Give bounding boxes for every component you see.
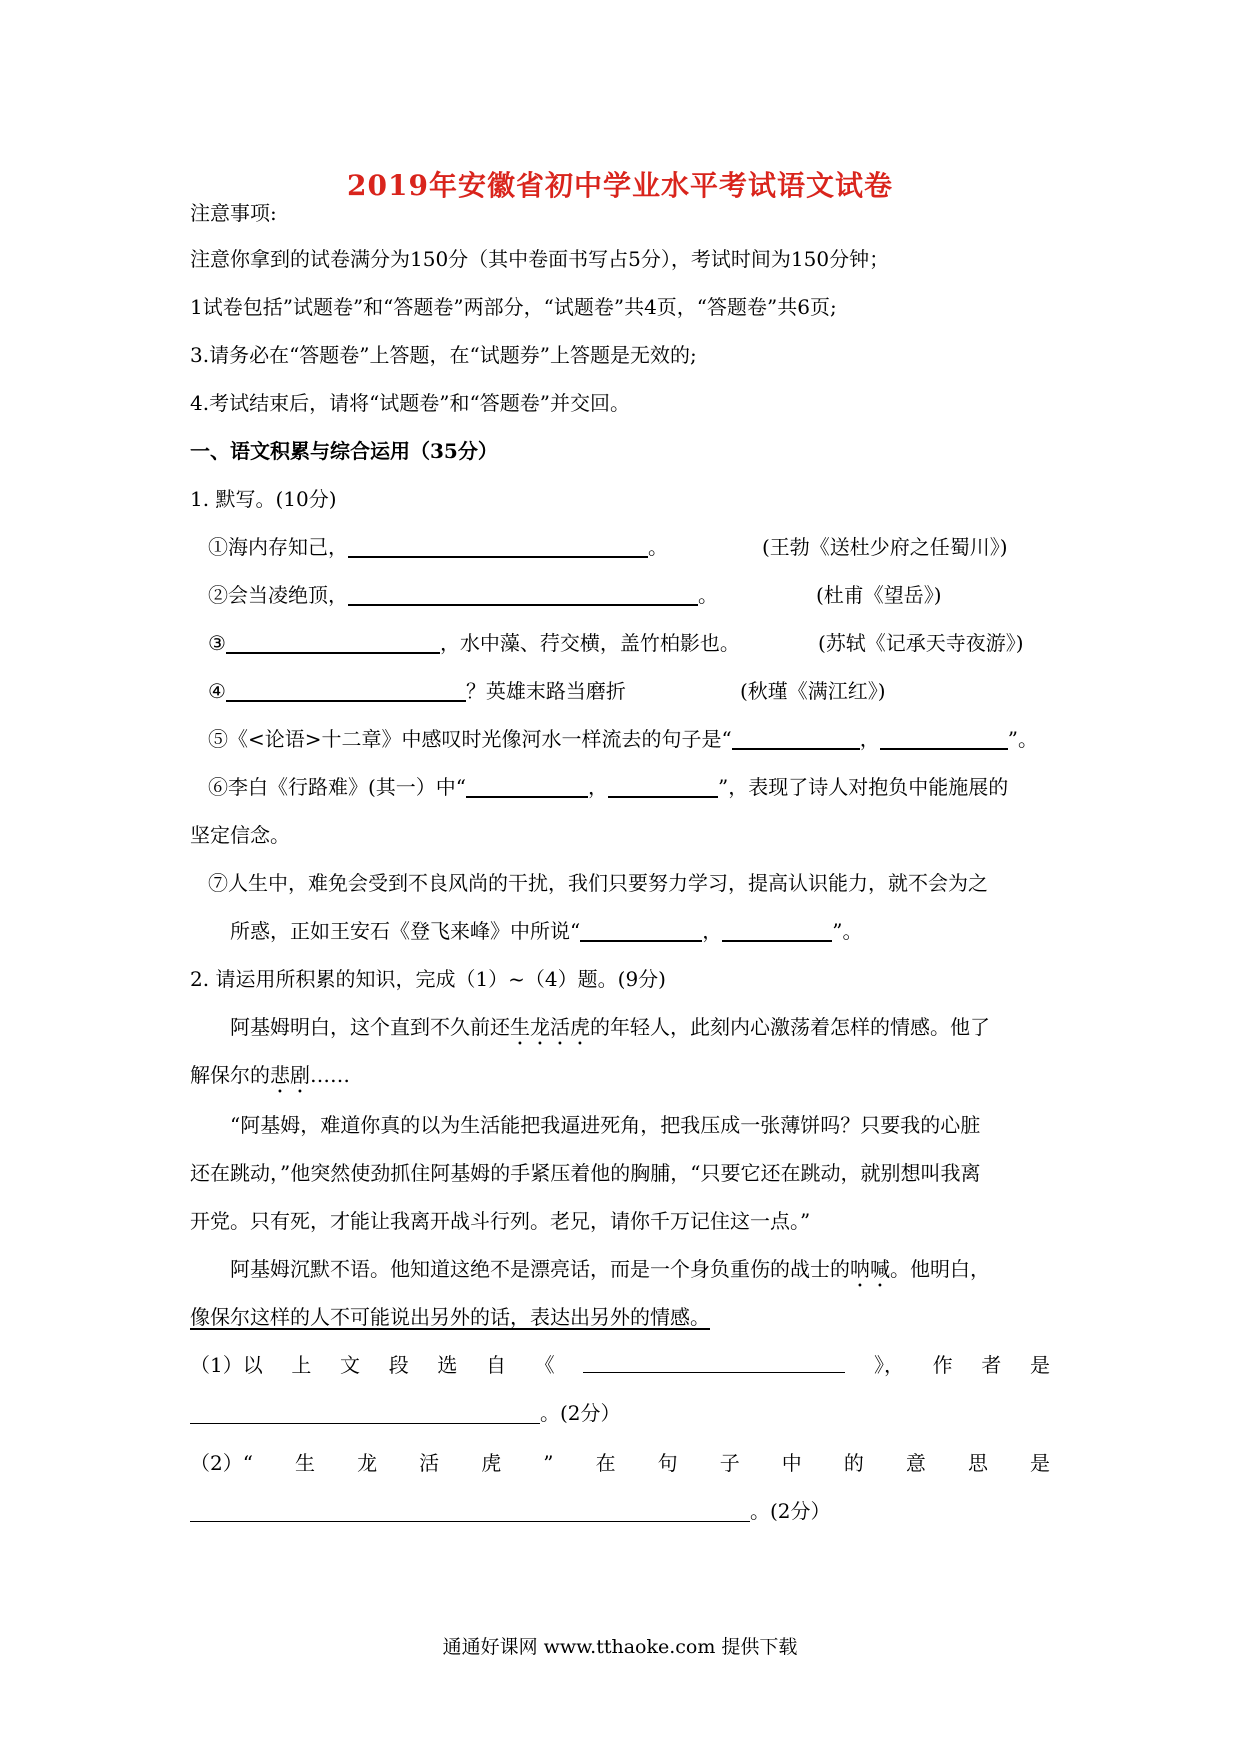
passage-text: 阿基姆沉默不语。他知道这绝不是漂亮话，而是一个身负重伤的战士的	[230, 1257, 850, 1281]
q1-item-6	[208, 772, 1008, 802]
q1-item-1-punct: 。	[648, 535, 668, 559]
answer-blank[interactable]	[466, 774, 588, 798]
q2-sub2-char: 龙	[357, 1451, 378, 1475]
q1-item-2-prompt: ②会当凌绝顶，	[208, 583, 348, 607]
q2-sub1-char: 自	[486, 1353, 507, 1377]
passage-text: 。他明白，	[890, 1257, 990, 1281]
q2-sub1-char: （1）以	[190, 1353, 263, 1377]
passage-line-6	[230, 1254, 990, 1292]
q1-item-4-prompt: ④	[208, 679, 226, 703]
q2-sub2-char: 思	[967, 1451, 988, 1475]
q1-item-6-prompt: ⑥李白《行路难》(其一）中“	[208, 775, 467, 799]
q1-item-7-comma: ，	[702, 919, 723, 943]
q2-sub1-char: 《	[534, 1353, 555, 1377]
q1-item-2	[208, 580, 718, 610]
passage-text: 阿基姆明白，这个直到不久前还	[230, 1015, 510, 1039]
answer-blank[interactable]	[348, 534, 648, 558]
answer-blank[interactable]	[190, 1401, 540, 1424]
q2-sub1-char: 者	[981, 1353, 1002, 1377]
q1-item-3-source: (苏轼《记承天寺夜游》)	[818, 631, 1024, 655]
passage-text: ……	[310, 1063, 350, 1087]
q1-item-7-punct: ”。	[832, 919, 863, 943]
answer-blank[interactable]	[880, 726, 1008, 750]
answer-blank[interactable]	[348, 582, 698, 606]
q1-item-1-prompt: ①海内存知己，	[208, 535, 348, 559]
q2-sub1-char: 文	[340, 1353, 361, 1377]
q2-sub2-line2	[190, 1496, 831, 1526]
q1-item-4	[208, 676, 626, 706]
q2-sub2-char: 的	[843, 1451, 864, 1475]
q1-item-3-text: ，水中藻、荇交横，盖竹柏影也。	[439, 631, 740, 655]
q2-sub1-char: 段	[388, 1353, 409, 1377]
note-item-2: 1试卷包括”试题卷”和“答题卷”两部分，“试题卷”共4页，“答题卷”共6页;	[190, 295, 837, 319]
answer-blank[interactable]	[190, 1499, 750, 1522]
q2-sub1-char: 是	[1029, 1353, 1050, 1377]
q2-sub1-char: 作	[932, 1353, 953, 1377]
q2-sub2-char: 在	[595, 1451, 616, 1475]
q2-sub2-char: 虎	[481, 1451, 502, 1475]
q1-item-5-prompt: ⑤《<论语>十二章》中感叹时光像河水一样流去的句子是“	[208, 727, 732, 751]
exam-title: 2019年安徽省初中学业水平考试语文试卷	[347, 169, 893, 202]
q2-sub1-char: 上	[291, 1353, 312, 1377]
q1-item-1-source: (王勃《送杜少府之任蜀川》)	[762, 535, 1008, 559]
dotted-phrase: 生龙活虎	[510, 1015, 590, 1039]
q2-sub2-char: 子	[719, 1451, 740, 1475]
q1-item-2-punct: 。	[698, 583, 718, 607]
dotted-phrase: 呐喊	[850, 1257, 890, 1281]
q1-item-3-prompt: ③	[208, 631, 226, 655]
q2-heading: 2. 请运用所积累的知识，完成（1）~（4）题。(9分)	[190, 967, 666, 991]
note-item-4: 4.考试结束后，请将“试题卷”和“答题卷”并交回。	[190, 391, 630, 415]
q1-item-1	[208, 532, 668, 562]
q1-item-3	[208, 628, 740, 658]
q1-item-5-comma: ，	[859, 727, 880, 751]
q2-sub2-char: 生	[295, 1451, 316, 1475]
answer-blank[interactable]	[732, 726, 860, 750]
answer-blank[interactable]	[226, 678, 466, 702]
answer-blank[interactable]	[722, 918, 832, 942]
underlined-sentence: 像保尔这样的人不可能说出另外的话，表达出另外的情感。	[190, 1305, 710, 1329]
q2-sub2-line1	[190, 1448, 1050, 1478]
q2-sub2-points: 。(2分）	[750, 1499, 831, 1523]
q1-item-2-source: (杜甫《望岳》)	[816, 583, 942, 607]
passage-line-3: “阿基姆，难道你真的以为生活能把我逼进死角，把我压成一张薄饼吗？只要我的心脏	[230, 1113, 981, 1137]
q2-sub1-line1	[190, 1350, 1050, 1380]
note-item-3: 3.请务必在“答题卷”上答题，在“试题券”上答题是无效的;	[190, 343, 697, 367]
q1-item-7-line1: ⑦人生中，难免会受到不良风尚的干扰，我们只要努力学习，提高认识能力，就不会为之	[208, 871, 988, 895]
note-item-1: 注意你拿到的试卷满分为150分（其中卷面书写占5分），考试时间为150分钟；	[190, 247, 890, 271]
q1-item-7-line2	[230, 916, 862, 946]
q1-heading: 1. 默写。(10分)	[190, 487, 337, 511]
section-heading: 一、语文积累与综合运用（35分）	[190, 439, 498, 463]
dotted-phrase: 悲剧	[270, 1063, 310, 1087]
page-footer: 通通好课网 www.tthaoke.com 提供下载	[442, 1636, 798, 1658]
q1-item-5	[208, 724, 1038, 754]
q1-item-5-punct: ”。	[1007, 727, 1038, 751]
passage-line-5: 开党。只有死，才能让我离开战斗行列。老兄，请你千万记住这一点。”	[190, 1209, 811, 1233]
q2-sub2-char: ”	[543, 1451, 554, 1475]
q2-sub2-char: 意	[905, 1451, 926, 1475]
answer-blank[interactable]	[583, 1350, 845, 1373]
q2-sub1-line2	[190, 1398, 621, 1428]
q1-item-6-text: ”，表现了诗人对抱负中能施展的	[718, 775, 1009, 799]
q2-sub2-char: （2）“	[190, 1451, 253, 1475]
q2-sub2-char: 活	[419, 1451, 440, 1475]
q1-item-6-cont: 坚定信念。	[190, 823, 290, 847]
q2-sub2-char: 是	[1030, 1451, 1050, 1475]
notes-heading: 注意事项:	[190, 201, 277, 225]
q1-item-4-source: (秋瑾《满江红》)	[740, 679, 886, 703]
q2-sub1-char: 选	[437, 1353, 458, 1377]
q1-item-7-prompt: 所惑，正如王安石《登飞来峰》中所说“	[230, 919, 581, 943]
passage-text: 的年轻人，此刻内心激荡着怎样的情感。他了	[590, 1015, 990, 1039]
passage-line-2	[190, 1060, 350, 1098]
answer-blank[interactable]	[580, 918, 702, 942]
q2-sub1-char: 》，	[873, 1353, 904, 1377]
answer-blank[interactable]	[608, 774, 718, 798]
q2-sub1-points: 。(2分）	[540, 1401, 621, 1425]
answer-blank[interactable]	[226, 630, 440, 654]
passage-line-1	[230, 1012, 990, 1050]
q1-item-4-text: ？英雄末路当磨折	[465, 679, 626, 703]
passage-text: 解保尔的	[190, 1063, 270, 1087]
q1-item-6-comma: ，	[588, 775, 609, 799]
passage-line-4: 还在跳动，”他突然使劲抓住阿基姆的手紧压着他的胸脯，“只要它还在跳动，就别想叫我离	[190, 1161, 981, 1185]
q2-sub2-char: 中	[781, 1451, 802, 1475]
q2-sub2-char: 句	[657, 1451, 678, 1475]
